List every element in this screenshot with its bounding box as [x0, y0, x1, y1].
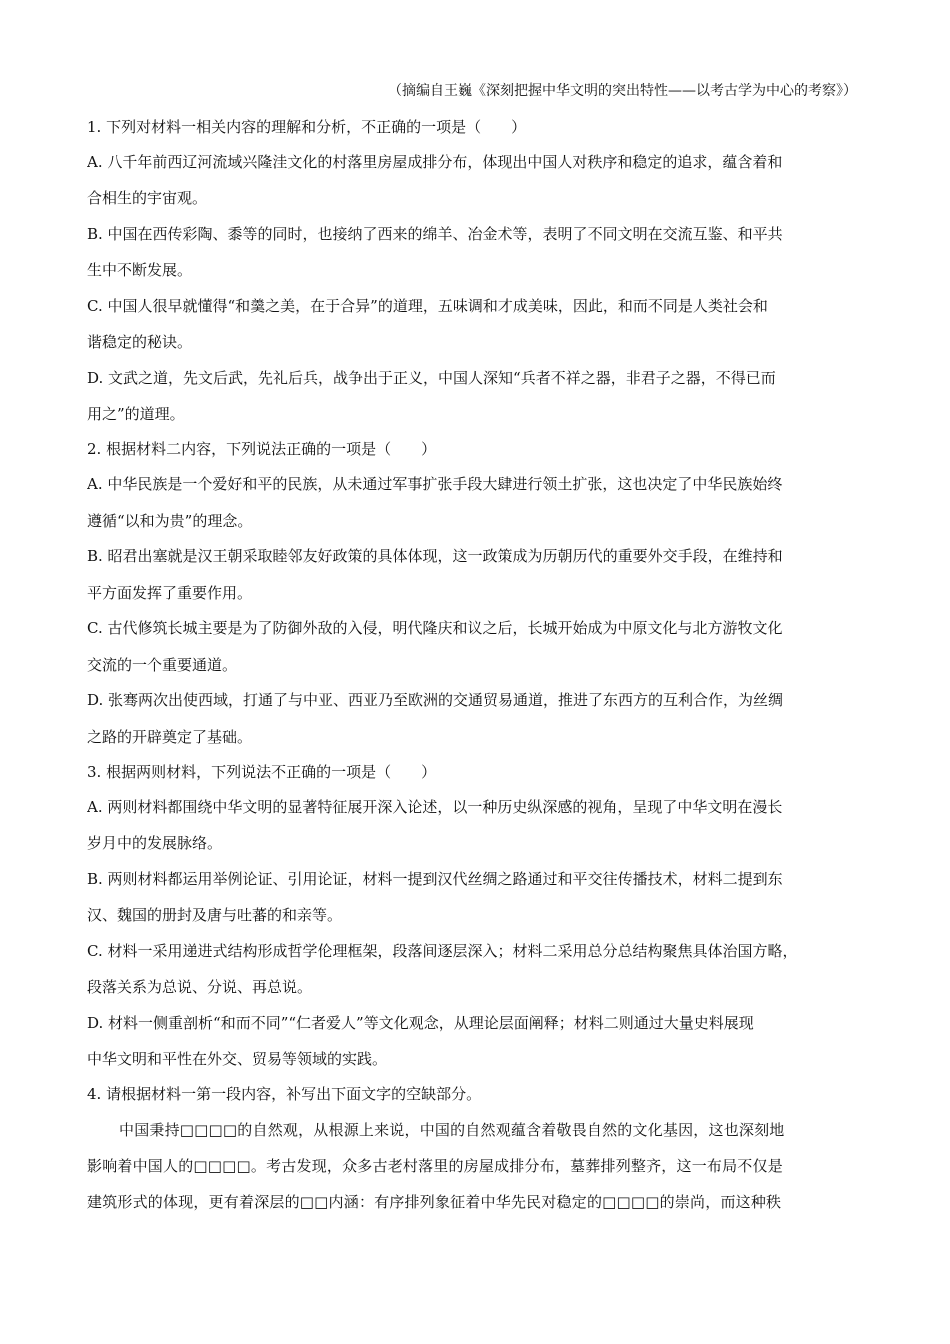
q3-option-d-cont: 中华文明和平性在外交、贸易等领域的实践。 — [87, 1050, 388, 1068]
q2-option-b-cont: 平方面发挥了重要作用。 — [87, 584, 253, 602]
q2-option-c-cont: 交流的一个重要通道。 — [87, 656, 238, 674]
question-3-stem: 3. 根据两则材料，下列说法不正确的一项是（ ） — [87, 763, 437, 781]
question-4-stem: 4. 请根据材料一第一段内容，补写出下面文字的空缺部分。 — [87, 1085, 482, 1103]
passage-line-1: 中国秉持□□□□的自然观，从根源上来说，中国的自然观蕴含着敬畏自然的文化基因，这也深刻地 — [119, 1121, 785, 1139]
q2-option-c: C. 古代修筑长城主要是为了防御外敌的入侵，明代隆庆和议之后，长城开始成为中原文化与北方游牧文化 — [87, 619, 783, 637]
source-citation: （摘编自王巍《深刻把握中华文明的突出特性——以考古学为中心的考察》） — [388, 83, 857, 99]
q3-option-a-cont: 岁月中的发展脉络。 — [87, 834, 223, 852]
q1-option-c-cont: 谐稳定的秘诀。 — [87, 333, 193, 351]
q1-option-d-cont: 用之”的道理。 — [87, 405, 185, 423]
q3-option-d: D. 材料一侧重剖析“和而不同”“仁者爱人”等文化观念，从理论层面阐释；材料二则通过大量史料展现 — [87, 1014, 754, 1032]
q1-option-c: C. 中国人很早就懂得“和羹之美，在于合异”的道理，五味调和才成美味，因此，和而不同是人类社会和 — [87, 297, 768, 315]
q2-option-d-cont: 之路的开辟奠定了基础。 — [87, 728, 253, 746]
q3-option-a: A. 两则材料都围绕中华文明的显著特征展开深入论述，以一种历史纵深感的视角，呈现了中华文明在漫长 — [87, 798, 783, 816]
q3-option-c: C. 材料一采用递进式结构形成哲学伦理框架，段落间逐层深入；材料二采用总分总结构聚焦具体治国方略， — [87, 942, 798, 960]
q2-option-d: D. 张骞两次出使西域，打通了与中亚、西亚乃至欧洲的交通贸易通道，推进了东西方的互利合作，为丝绸 — [87, 691, 784, 709]
q1-option-b-cont: 生中不断发展。 — [87, 261, 193, 279]
q2-option-b: B. 昭君出塞就是汉王朝采取睦邻友好政策的具体体现，这一政策成为历朝历代的重要外交手段，在维持和 — [87, 547, 783, 565]
q3-option-c-cont: 段落关系为总说、分说、再总说。 — [87, 978, 313, 996]
q3-option-b: B. 两则材料都运用举例论证、引用论证，材料一提到汉代丝绸之路通过和平交往传播技术，材料二提到东 — [87, 870, 783, 888]
q1-option-a: A. 八千年前西辽河流域兴隆洼文化的村落里房屋成排分布，体现出中国人对秩序和稳定的追求，蕴含着和 — [87, 153, 783, 171]
question-1-stem: 1. 下列对材料一相关内容的理解和分析，不正确的一项是（ ） — [87, 118, 527, 136]
passage-line-2: 影响着中国人的□□□□。考古发现，众多古老村落里的房屋成排分布，墓葬排列整齐，这一布局不仅是 — [87, 1157, 783, 1175]
q1-option-a-cont: 合相生的宇宙观。 — [87, 189, 208, 207]
q1-option-b: B. 中国在西传彩陶、黍等的同时，也接纳了西来的绵羊、冶金术等，表明了不同文明在交流互鉴、和平共 — [87, 225, 783, 243]
passage-line-3: 建筑形式的体现，更有着深层的□□内涵：有序排列象征着中华先民对稳定的□□□□的崇尚，而这种秩 — [87, 1193, 782, 1211]
q3-option-b-cont: 汉、魏国的册封及唐与吐蕃的和亲等。 — [87, 906, 343, 924]
q2-option-a-cont: 遵循“以和为贵”的理念。 — [87, 512, 253, 530]
q2-option-a: A. 中华民族是一个爱好和平的民族，从未通过军事扩张手段大肆进行领土扩张，这也决定了中华民族始终 — [87, 475, 783, 493]
question-2-stem: 2. 根据材料二内容，下列说法正确的一项是（ ） — [87, 440, 437, 458]
q1-option-d: D. 文武之道，先文后武，先礼后兵，战争出于正义，中国人深知“兵者不祥之器，非君子之器，不得已而 — [87, 369, 776, 387]
